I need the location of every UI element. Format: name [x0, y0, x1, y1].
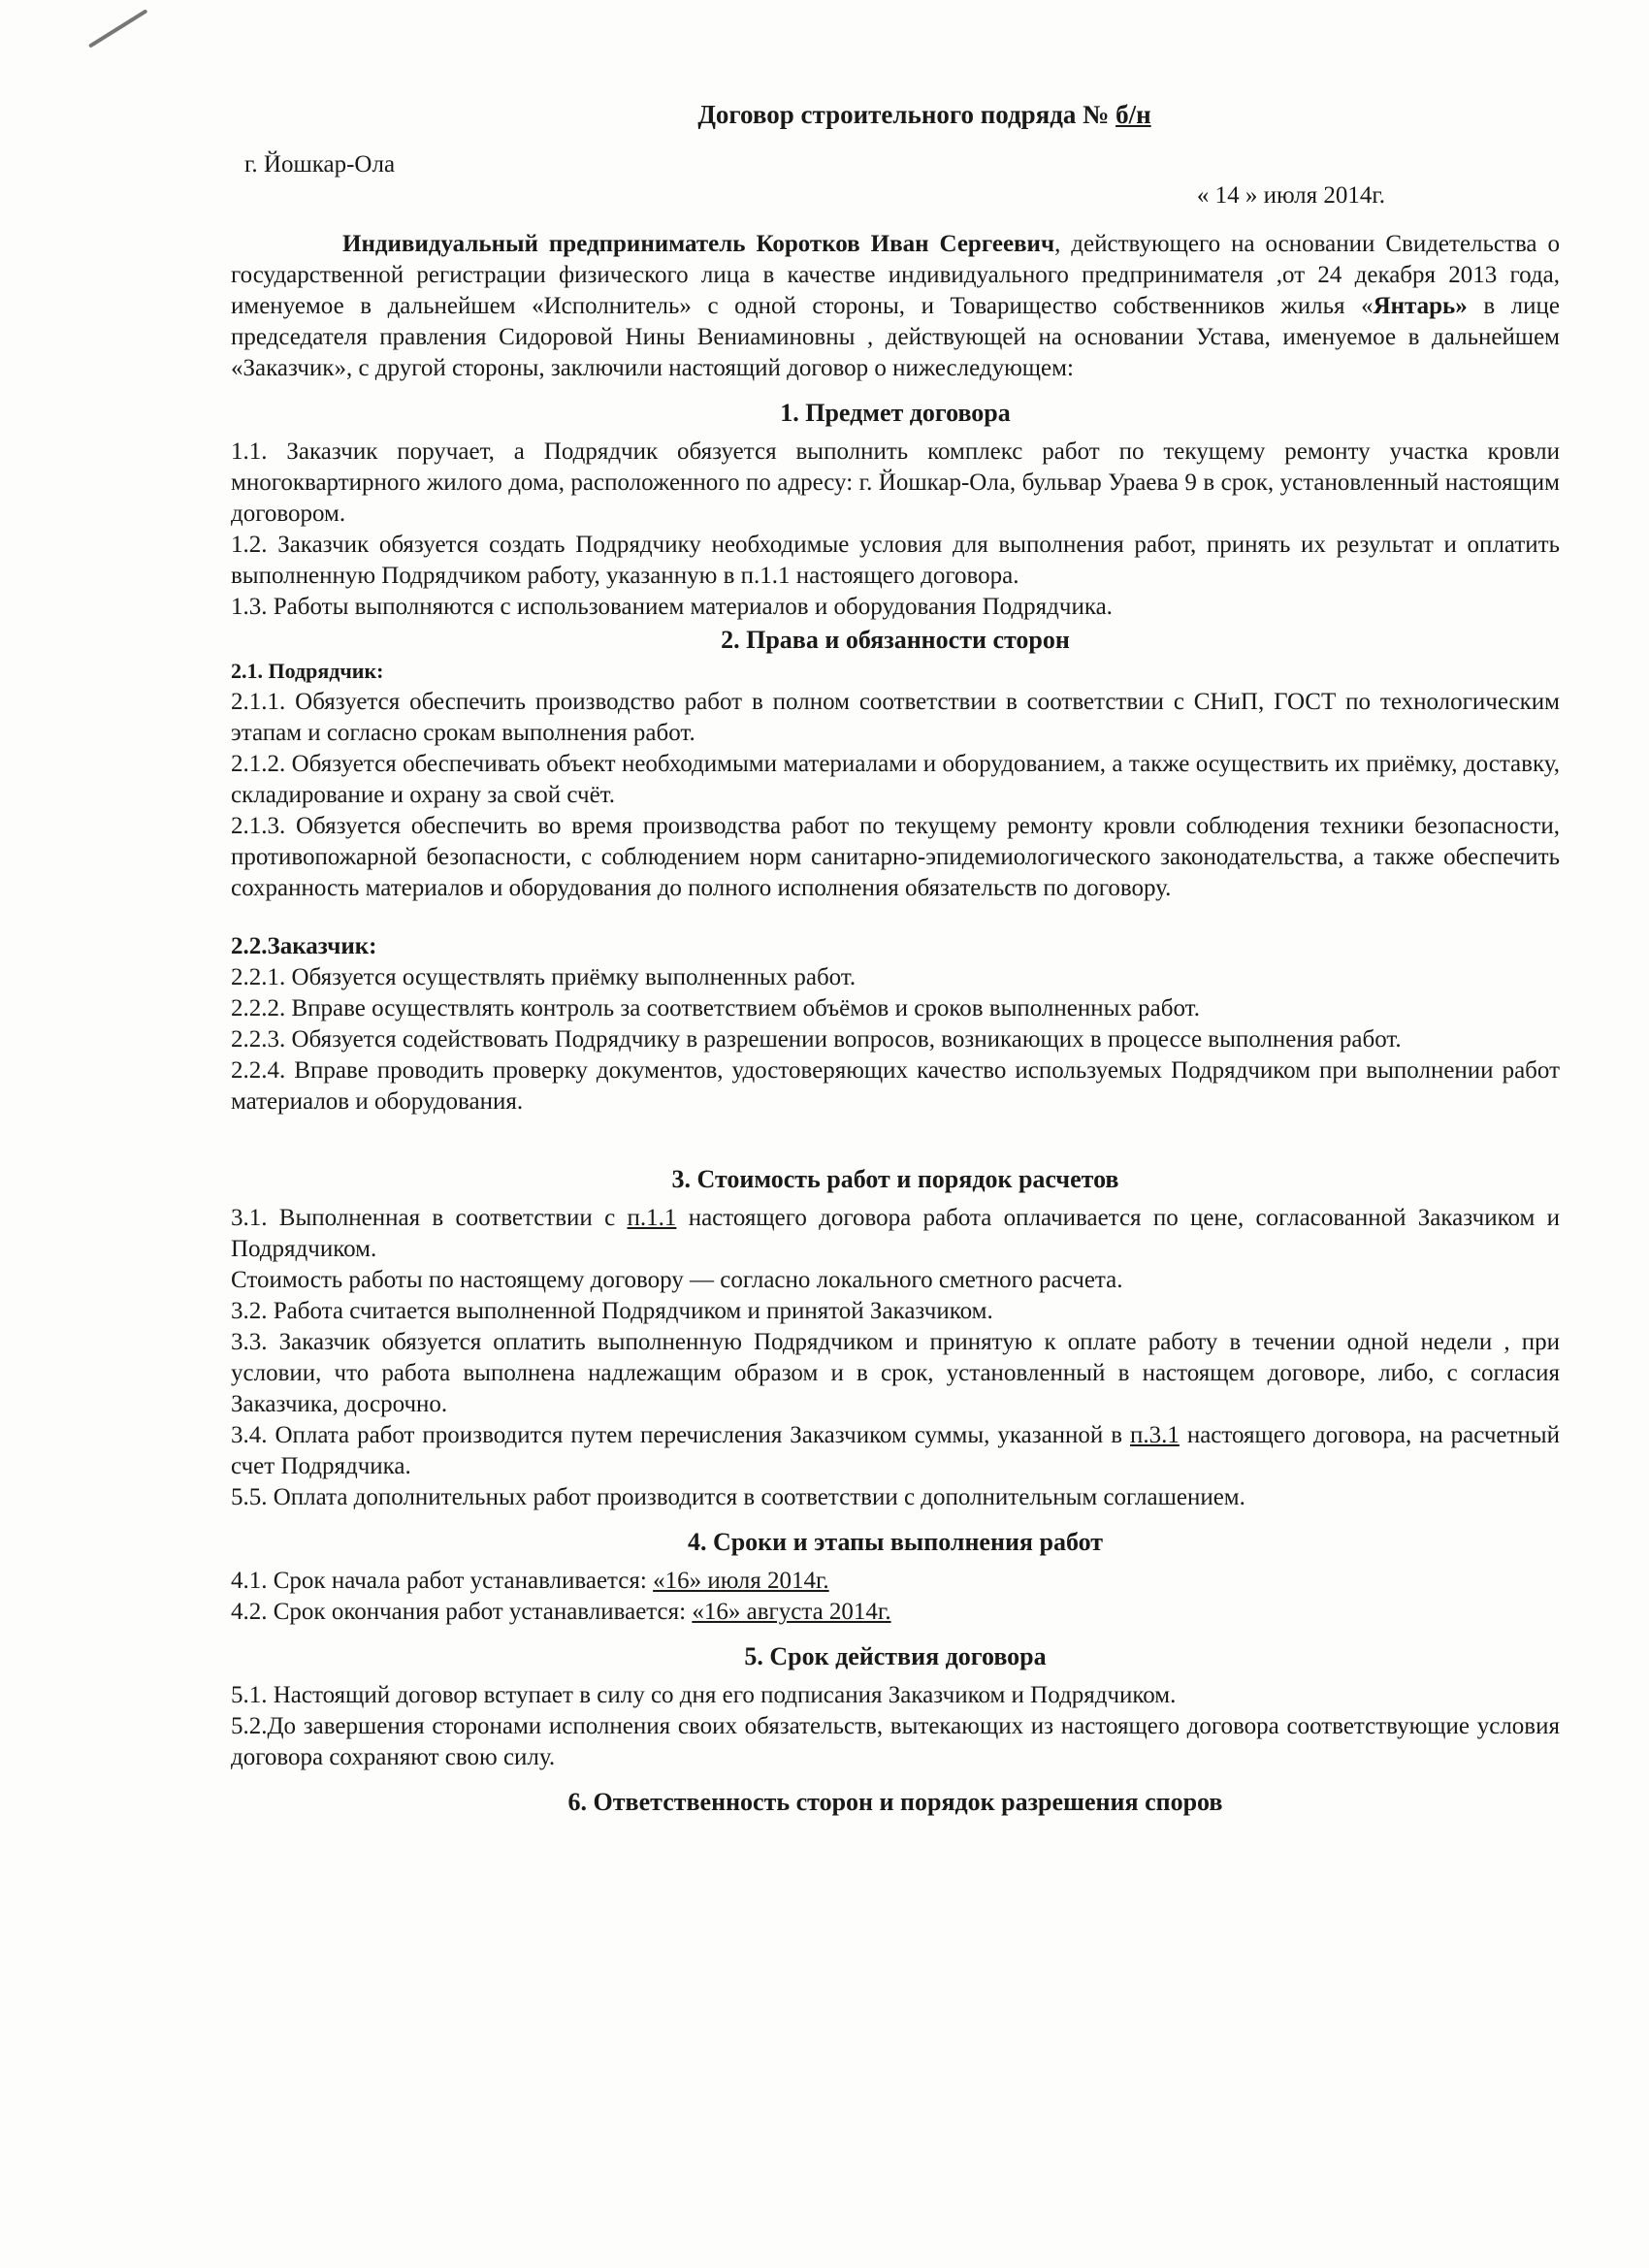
contract-body [231, 99, 1560, 1826]
section-6-title: 6. Ответственность сторон и порядок разрешения споров [567, 1788, 1223, 1816]
scan-pen-mark [88, 9, 147, 48]
clause-1-1: 1.1. Заказчик поручает, а Подрядчик обязуется выполнить комплекс работ по текущему ремонту участка кровли многоквартирного жилого дома, расположенного по адресу: г. Йошкар-Ола, бульвар Ураева 9 в срок, установленный настоящим договором. [231, 438, 1560, 527]
clause-4-1-text: 4.1. Срок начала работ устанавливается: [231, 1568, 654, 1594]
preamble-text-2: в лице председателя правления Сидоровой Нины Вениаминовны [231, 293, 1561, 350]
clause-2-1-2: 2.1.2. Обязуется обеспечивать объект необходимыми материалами и оборудованием, а также осуществить их приёмку, доставку, складирование и охрану за свой счёт. [231, 751, 1560, 808]
contract-date: « 14 » июля 2014г. [1196, 182, 1385, 209]
end-date: «16» августа 2014г. [692, 1599, 891, 1625]
clause-3-4-text: 3.4. Оплата работ производится путем перечисления Заказчиком суммы, указанной в [231, 1422, 1130, 1448]
clause-2-1-1: 2.1.1. Обязуется обеспечить производство работ в полном соответствии в соответствии с СНиП, ГОСТ по технологическим этапам и согласно срокам выполнения работ. [231, 689, 1560, 746]
clause-2-2-3: 2.2.3. Обязуется содействовать Подрядчику в разрешении вопросов, возникающих в процессе выполнения работ. [231, 1026, 1402, 1053]
title-prefix: Договор строительного подряда № [697, 100, 1110, 129]
clause-5-1: 5.1. Настоящий договор вступает в силу со дня его подписания Заказчиком и Подрядчиком. [231, 1682, 1177, 1708]
section-2-title: 2. Права и обязанности сторон [721, 626, 1070, 654]
clause-1-3: 1.3. Работы выполняются с использованием материалов и оборудования Подрядчика. [231, 594, 1113, 620]
spacer [231, 1118, 1560, 1150]
hoa-name: Янтарь» [1373, 293, 1468, 319]
clause-5-2: 5.2.До завершения сторонами исполнения своих обязательств, вытекающих из настоящего договора соответствующие условия договора сохраняют свою силу. [231, 1713, 1560, 1770]
section-1-title: 1. Предмет договора [780, 399, 1011, 427]
clause-3-4-text-end: настоящего договора, на расчетный счет Подрядчика. [231, 1422, 1560, 1479]
preamble [231, 229, 1560, 384]
clause-2-2-4: 2.2.4. Вправе проводить проверку документов, удостоверяющих качество используемых Подрядчиком при выполнении работ материалов и оборудования. [231, 1057, 1560, 1115]
clause-4-2-text: 4.2. Срок окончания работ устанавливается: [231, 1599, 693, 1625]
section-5-title: 5. Срок действия договора [744, 1642, 1047, 1670]
title-number: б/н [1116, 100, 1151, 129]
start-date: «16» июля 2014г. [653, 1568, 829, 1594]
section-4-title: 4. Сроки и этапы выполнения работ [687, 1528, 1104, 1556]
contractor-name: Индивидуальный предприниматель Коротков Иван Сергеевич [342, 231, 1055, 257]
cost-basis: Стоимость работы по настоящему договору — согласно локального сметного расчета. [231, 1267, 1123, 1293]
ref-clause-1-1: п.1.1 [627, 1205, 677, 1231]
preamble-text-1: , действующего на основании Свидетельства о государственной регистрации физического лица в качестве индивидуального предпринимателя ,от 24 декабря 2013 года, именуемое в дальнейшем «Исполнитель» с одной стороны, и Товарищество собственников жилья « [231, 231, 1560, 319]
document-title [231, 99, 1560, 130]
preamble-text-3: , действующей на основании Устава, именуемое в дальнейшем «Заказчик», с другой стороны, заключили настоящий договор о нижеследующем: [231, 324, 1560, 381]
clause-4-1 [231, 1566, 1560, 1597]
ref-clause-3-1: п.3.1 [1130, 1422, 1180, 1448]
subsection-2-2: 2.2.Заказчик: [231, 933, 377, 959]
clause-3-3: 3.3. Заказчик обязуется оплатить выполненную Подрядчиком и принятую к оплате работу в течении одной недели , при условии, что работа выполнена надлежащим образом и в срок, установленный в настоящем договоре, либо, с согласия Заказчика, досрочно. [231, 1329, 1560, 1417]
clause-2-2-1: 2.2.1. Обязуется осуществлять приёмку выполненных работ. [231, 964, 857, 990]
clause-3-1-text: 3.1. Выполненная в соответствии с [231, 1205, 628, 1231]
clause-2-1-3: 2.1.3. Обязуется обеспечить во время производства работ по текущему ремонту кровли соблюдения техники безопасности, противопожарной безопасности, с соблюдением норм санитарно-эпидемиологического законодательства, а также обеспечить сохранность материалов и оборудования до полного исполнения обязательств по договору. [231, 813, 1560, 901]
clause-3-1-text-end: настоящего договора работа оплачивается по цене, согласованной Заказчиком и Подрядчиком. [231, 1205, 1560, 1262]
clause-2-2-2: 2.2.2. Вправе осуществлять контроль за соответствием объёмов и сроков выполненных работ. [231, 995, 1200, 1021]
clause-1-2: 1.2. Заказчик обязуется создать Подрядчику необходимые условия для выполнения работ, принять их результат и оплатить выполненную Подрядчиком работу, указанную в п.1.1 настоящего договора. [231, 532, 1560, 589]
subsection-2-1: 2.1. Подрядчик: [231, 659, 384, 683]
section-3-title: 3. Стоимость работ и порядок расчетов [671, 1165, 1119, 1193]
clause-3-1 [231, 1203, 1560, 1265]
city: г. Йошкар-Ола [244, 151, 396, 178]
clause-3-4 [231, 1420, 1560, 1482]
clause-5-5: 5.5. Оплата дополнительных работ производится в соответствии с дополнительным соглашением. [231, 1484, 1245, 1510]
clause-4-2 [231, 1597, 1560, 1628]
clause-3-2: 3.2. Работа считается выполненной Подрядчиком и принятой Заказчиком. [231, 1298, 993, 1324]
